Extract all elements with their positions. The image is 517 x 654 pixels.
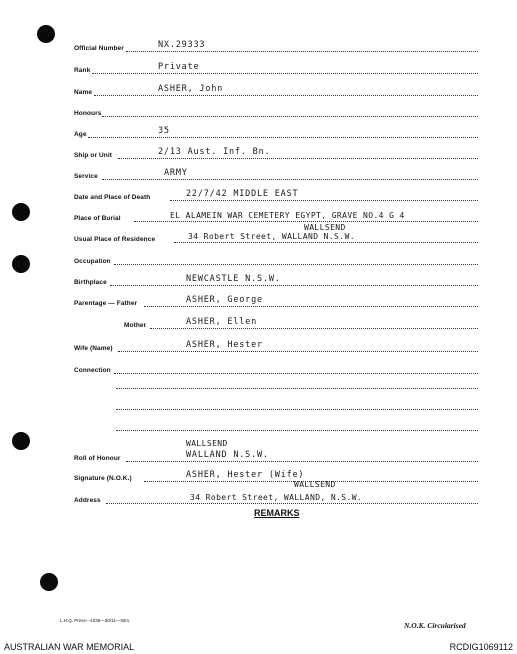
service-row [74, 164, 478, 182]
connection-label: Connection [74, 367, 111, 374]
roll-of-honour-correction: WALLSEND [186, 439, 228, 448]
connection-line-4 [116, 430, 478, 431]
ship-unit-label: Ship or Unit [74, 152, 113, 159]
father-value: ASHER, George [186, 295, 263, 305]
age-row [74, 122, 478, 140]
official-number-row [74, 36, 478, 54]
name-value: ASHER, John [158, 84, 224, 94]
mother-label: Mother [124, 322, 147, 329]
wife-value: ASHER, Hester [186, 340, 263, 350]
signature-label: Signature (N.O.K.) [74, 475, 132, 482]
birthplace-label: Birthplace [74, 279, 107, 286]
punch-hole-bottom [40, 573, 58, 591]
official-number-value: NX.29333 [158, 40, 206, 50]
service-label: Service [74, 173, 98, 180]
burial-row [74, 206, 478, 224]
name-row [74, 80, 478, 98]
roll-of-honour-value: WALLAND N.S.W. [186, 450, 269, 460]
address-correction: WALLSEND [294, 480, 336, 489]
punch-hole-upper [12, 203, 30, 221]
signature-row [74, 466, 478, 484]
punch-hole-lower [12, 432, 30, 450]
ship-unit-row [74, 143, 478, 161]
age-value: 35 [158, 126, 170, 136]
honours-row [74, 101, 478, 119]
parentage-label: Parentage — Father [74, 300, 138, 307]
address-value: 34 Robert Street, WALLAND, N.S.W. [190, 493, 363, 502]
ship-unit-value: 2/13 Aust. Inf. Bn. [158, 147, 271, 157]
name-label: Name [74, 89, 93, 96]
mother-row [74, 313, 478, 331]
nok-circularised-stamp: N.O.K. Circularised [404, 621, 466, 630]
connection-line-2 [116, 388, 478, 389]
occupation-label: Occupation [74, 258, 111, 265]
rank-label: Rank [74, 67, 91, 74]
mother-value: ASHER, Ellen [186, 317, 258, 327]
address-label: Address [74, 497, 101, 504]
burial-label: Place of Burial [74, 215, 121, 222]
connection-line-3 [116, 409, 478, 410]
signature-value: ASHER, Hester (Wife) [186, 470, 305, 480]
age-label: Age [74, 131, 87, 138]
wife-label: Wife (Name) [74, 345, 113, 352]
residence-row [74, 223, 478, 245]
father-row [74, 291, 478, 309]
printer-note: L.H.Q. Press—1035—30/11—30m. [60, 618, 131, 623]
address-row [74, 480, 478, 506]
burial-value: EL ALAMEIN WAR CEMETERY EGYPT, GRAVE NO.4 G 4 [170, 211, 405, 220]
death-row [74, 185, 478, 203]
punch-hole-top [37, 25, 55, 43]
rank-value: Private [158, 62, 200, 72]
residence-correction: WALLSEND [304, 223, 346, 232]
birthplace-row [74, 270, 478, 288]
punch-hole-middle [12, 255, 30, 273]
roll-of-honour-row [74, 439, 478, 464]
occupation-row [74, 249, 478, 267]
footer-source: AUSTRALIAN WAR MEMORIAL [4, 642, 135, 652]
residence-value: 34 Robert Street, WALLAND N.S.W. [188, 232, 355, 241]
connection-row [74, 358, 478, 376]
official-number-label: Official Number [74, 45, 124, 52]
remarks-heading: REMARKS [254, 508, 300, 518]
honours-label: Honours [74, 110, 102, 117]
residence-label: Usual Place of Residence [74, 236, 156, 243]
death-value: 22/7/42 MIDDLE EAST [186, 189, 299, 199]
wife-row [74, 336, 478, 354]
rank-row [74, 58, 478, 76]
death-label: Date and Place of Death [74, 194, 151, 201]
service-value: ARMY [164, 168, 188, 178]
birthplace-value: NEWCASTLE N.S.W. [186, 274, 281, 284]
footer-record-id: RCDIG1069112 [449, 642, 513, 652]
roll-of-honour-label: Roll of Honour [74, 455, 121, 462]
